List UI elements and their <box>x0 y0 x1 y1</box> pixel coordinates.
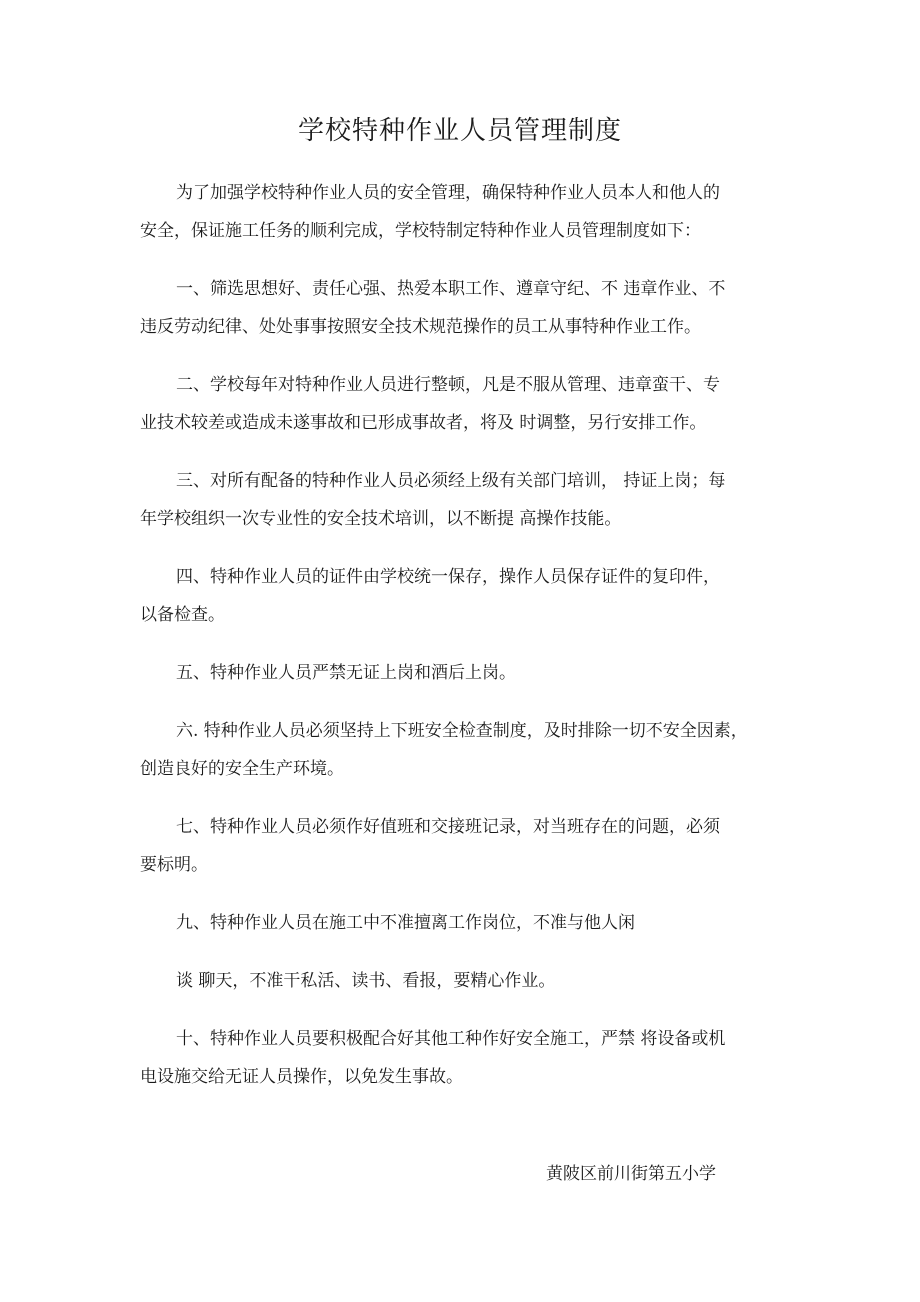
signature: 黄陂区前川街第五小学 <box>546 1164 716 1184</box>
rule-paragraph-4 <box>140 558 790 634</box>
rule-paragraph-2 <box>140 366 790 442</box>
paragraph-line: 以备检查。 <box>140 605 225 625</box>
paragraph-line: 二、学校每年对特种作业人员进行整顿，凡是不服从管理、违章蛮干、专 <box>176 375 720 395</box>
paragraph-line: 电设施交给无证人员操作，以免发生事故。 <box>140 1067 463 1087</box>
intro-paragraph <box>140 174 790 250</box>
rule-paragraph-6 <box>140 712 790 788</box>
paragraph-line: 业技术较差或造成未遂事故和已形成事故者，将及 时调整，另行安排工作。 <box>140 413 707 433</box>
rule-paragraph-3 <box>140 462 790 538</box>
rule-paragraph-9 <box>140 904 790 942</box>
rule-paragraph-1 <box>140 270 790 346</box>
paragraph-line: 四、特种作业人员的证件由学校统一保存，操作人员保存证件的复印件， <box>176 567 720 587</box>
paragraph-line: 十、特种作业人员要积极配合好其他工种作好安全施工，严禁 将设备或机 <box>176 1029 726 1049</box>
paragraph-line: 谈 聊天，不准干私活、读书、看报，要精心作业。 <box>176 971 556 991</box>
paragraph-line: 违反劳动纪律、处处事事按照安全技术规范操作的员工从事特种作业工作。 <box>140 317 701 337</box>
paragraph-line: 九、特种作业人员在施工中不准擅离工作岗位，不准与他人闲 <box>176 913 635 933</box>
rule-paragraph-9-continued <box>140 962 790 1000</box>
paragraph-line: 安全，保证施工任务的顺利完成，学校特制定特种作业人员管理制度如下： <box>140 221 701 241</box>
paragraph-line: 一、筛选思想好、责任心强、热爱本职工作、遵章守纪、不 违章作业、不 <box>176 279 726 299</box>
paragraph-line: 为了加强学校特种作业人员的安全管理，确保特种作业人员本人和他人的 <box>176 183 720 203</box>
paragraph-line: 七、特种作业人员必须作好值班和交接班记录，对当班存在的问题，必须 <box>176 817 720 837</box>
paragraph-line: 三、对所有配备的特种作业人员必须经上级有关部门培训， 持证上岗；每 <box>176 471 726 491</box>
rule-paragraph-7 <box>140 808 790 884</box>
rule-paragraph-10 <box>140 1020 790 1096</box>
paragraph-line: 创造良好的安全生产环境。 <box>140 759 344 779</box>
rule-paragraph-5 <box>140 654 790 692</box>
page-title: 学校特种作业人员管理制度 <box>297 116 622 146</box>
paragraph-line: 六. 特种作业人员必须坚持上下班安全检查制度，及时排除一切不安全因素， <box>176 721 748 741</box>
paragraph-line: 五、特种作业人员严禁无证上岗和酒后上岗。 <box>176 663 516 683</box>
paragraph-line: 年学校组织一次专业性的安全技术培训，以不断提 高操作技能。 <box>140 509 622 529</box>
paragraph-line: 要标明。 <box>140 855 208 875</box>
